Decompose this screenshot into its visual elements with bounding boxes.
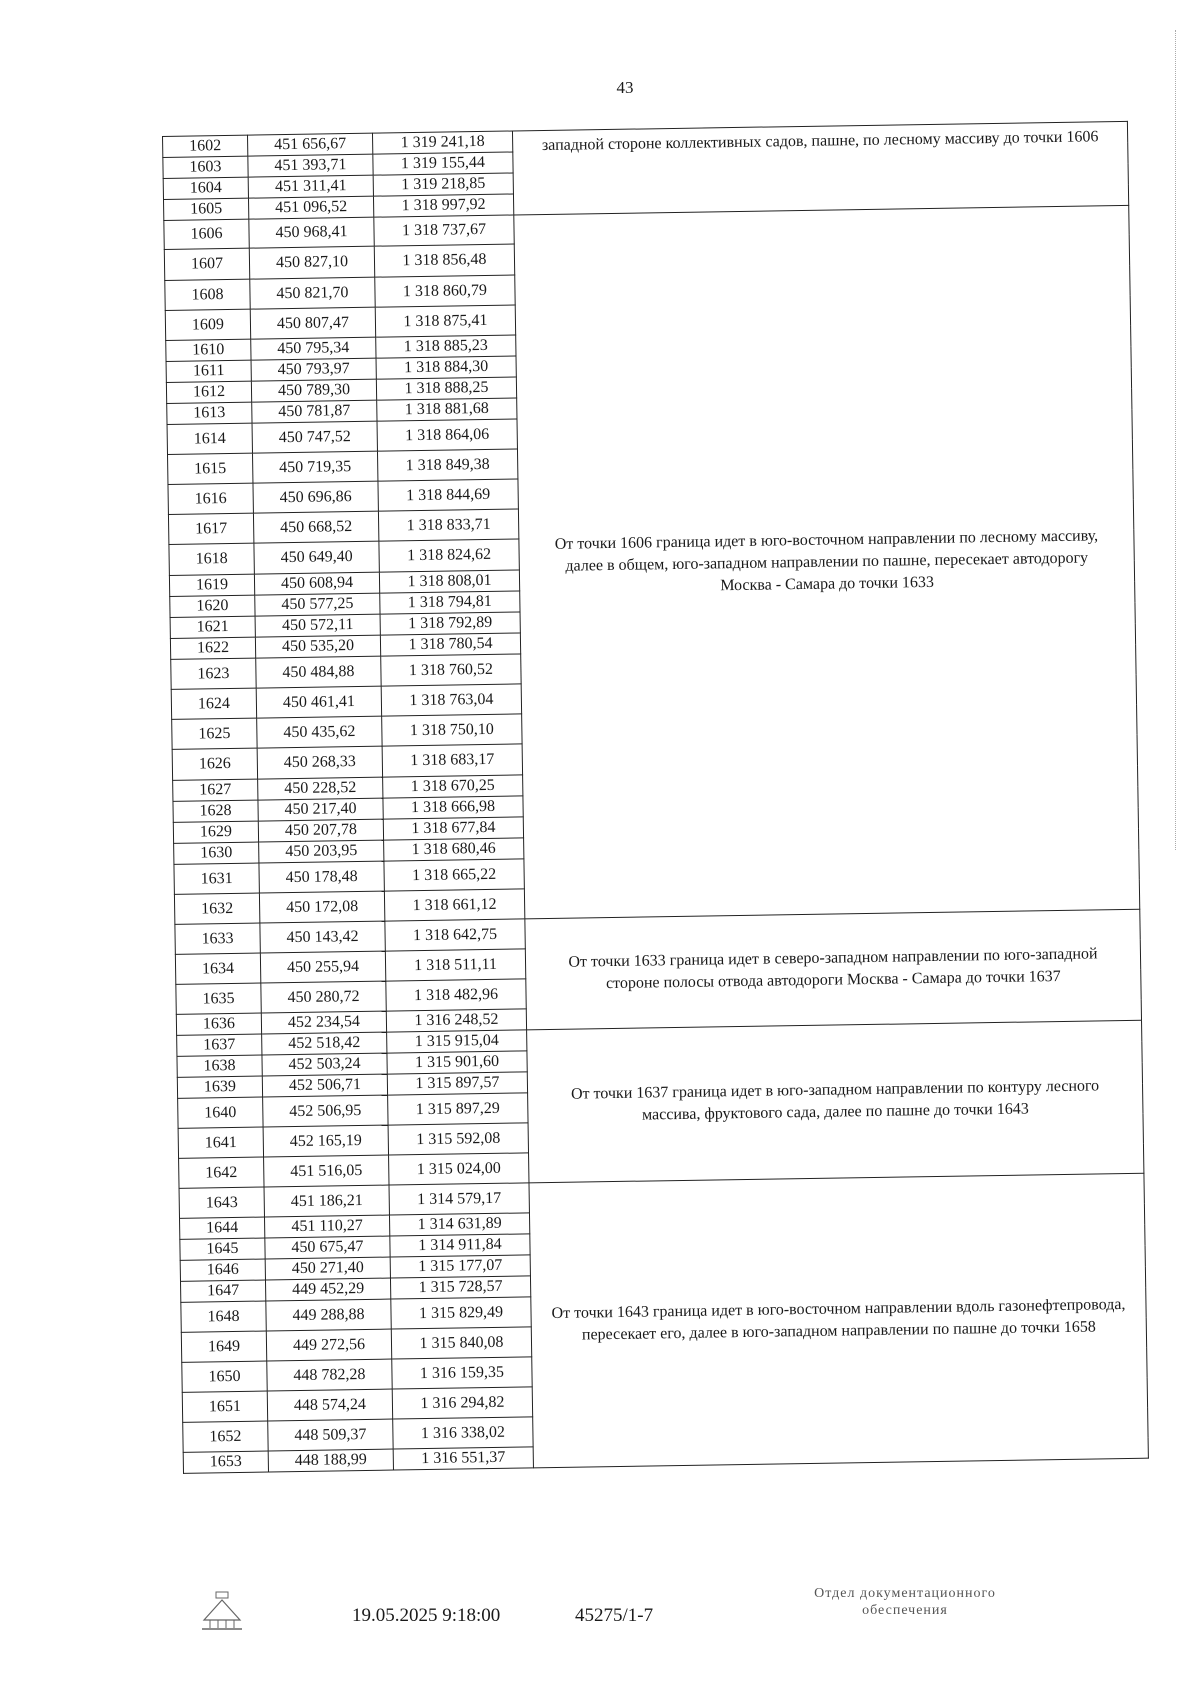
point-number-cell: 1603 [163,156,248,178]
x-coordinate-cell: 451 110,27 [264,1215,389,1238]
y-coordinate-cell: 1 318 665,22 [384,859,524,891]
x-coordinate-cell: 448 574,24 [267,1389,392,1421]
x-coordinate-cell: 450 178,48 [259,861,384,893]
y-coordinate-cell: 1 318 849,38 [377,449,517,481]
point-number-cell: 1653 [183,1451,268,1473]
y-coordinate-cell: 1 318 792,89 [380,612,520,635]
point-number-cell: 1611 [166,360,251,382]
table-row [163,121,1128,157]
x-coordinate-cell: 449 272,56 [266,1329,391,1361]
x-coordinate-cell: 450 608,94 [254,572,379,595]
x-coordinate-cell: 450 572,11 [255,614,380,637]
x-coordinate-cell: 448 509,37 [268,1419,393,1451]
boundary-description-cell: От точки 1606 граница идет в юго-восточном направлении по лесному массиву, далее в общем, юго-западном направлении по пашне, пересекает автодорогу Москва - Самара до точки 1633 [514,205,1140,919]
point-number-cell: 1636 [176,1013,261,1035]
point-number-cell: 1609 [165,309,250,340]
coordinates-table [162,121,1149,1474]
y-coordinate-cell: 1 314 631,89 [389,1213,529,1236]
y-coordinate-cell: 1 318 884,30 [376,356,516,379]
x-coordinate-cell: 450 696,86 [253,481,378,513]
emblem-icon [198,1590,246,1634]
x-coordinate-cell: 450 789,30 [251,379,376,402]
x-coordinate-cell: 450 435,62 [257,716,382,748]
page-number: 43 [616,78,634,97]
y-coordinate-cell: 1 316 159,35 [392,1357,532,1389]
point-number-cell: 1647 [180,1280,265,1302]
y-coordinate-cell: 1 319 218,85 [373,173,513,196]
scan-margin-artifact [1175,30,1180,850]
y-coordinate-cell: 1 315 177,07 [390,1255,530,1278]
x-coordinate-cell: 449 288,88 [266,1299,391,1331]
x-coordinate-cell: 450 207,78 [258,819,383,842]
x-coordinate-cell: 452 234,54 [261,1011,386,1034]
y-coordinate-cell: 1 315 829,49 [391,1297,531,1329]
point-number-cell: 1623 [171,658,256,689]
point-number-cell: 1651 [182,1391,267,1422]
point-number-cell: 1613 [167,402,252,424]
y-coordinate-cell: 1 316 338,02 [393,1417,533,1449]
point-number-cell: 1617 [168,513,253,544]
x-coordinate-cell: 450 484,88 [256,656,381,688]
boundary-description-cell: От точки 1633 граница идет в северо-западном направлении по юго-западной стороне полосы отвода автодороги Москва - Самара до точки 1637 [525,909,1142,1030]
x-coordinate-cell: 450 172,08 [259,891,384,923]
y-coordinate-cell: 1 316 248,52 [386,1009,526,1032]
point-number-cell: 1612 [166,381,251,403]
y-coordinate-cell: 1 318 511,11 [385,949,525,981]
point-number-cell: 1648 [181,1301,266,1332]
y-coordinate-cell: 1 318 763,04 [381,684,521,716]
point-number-cell: 1628 [173,800,258,822]
point-number-cell: 1622 [170,637,255,659]
x-coordinate-cell: 450 821,70 [250,277,375,309]
point-number-cell: 1602 [163,135,248,157]
point-number-cell: 1649 [181,1331,266,1362]
point-number-cell: 1627 [173,779,258,801]
boundary-description-cell: западной стороне коллективных садов, пашне, по лесному массиву до точки 1606 [512,121,1128,215]
point-number-cell: 1626 [172,748,257,780]
department-stamp [755,1585,1055,1619]
point-number-cell: 1640 [178,1097,263,1128]
point-number-cell: 1644 [180,1217,265,1239]
print-datetime: 19.05.2025 9:18:00 [352,1605,501,1626]
x-coordinate-cell: 452 506,95 [263,1095,388,1127]
y-coordinate-cell: 1 318 642,75 [385,919,525,951]
y-coordinate-cell: 1 318 860,79 [375,275,515,307]
y-coordinate-cell: 1 318 760,52 [381,654,521,686]
y-coordinate-cell: 1 318 997,92 [373,194,513,217]
y-coordinate-cell: 1 318 794,81 [380,591,520,614]
y-coordinate-cell: 1 318 824,62 [379,539,519,572]
x-coordinate-cell: 450 968,41 [249,217,374,248]
y-coordinate-cell: 1 318 881,68 [377,398,517,421]
y-coordinate-cell: 1 315 915,04 [387,1030,527,1053]
y-coordinate-cell: 1 318 856,48 [374,244,514,277]
point-number-cell: 1625 [172,718,257,749]
y-coordinate-cell: 1 318 666,98 [383,796,523,819]
y-coordinate-cell: 1 318 864,06 [377,419,517,451]
point-number-cell: 1639 [177,1076,262,1098]
y-coordinate-cell: 1 318 750,10 [382,714,522,746]
point-number-cell: 1629 [173,821,258,843]
point-number-cell: 1630 [174,842,259,864]
point-number-cell: 1618 [169,543,254,575]
x-coordinate-cell: 450 228,52 [258,777,383,800]
point-number-cell: 1604 [163,177,248,199]
point-number-cell: 1641 [178,1127,263,1158]
point-number-cell: 1632 [174,893,259,924]
y-coordinate-cell: 1 315 592,08 [388,1123,528,1155]
y-coordinate-cell: 1 319 241,18 [372,131,512,154]
stamp-line-1: Отдел документационного [814,1586,996,1601]
x-coordinate-cell: 451 311,41 [248,175,373,198]
x-coordinate-cell: 448 782,28 [267,1359,392,1391]
x-coordinate-cell: 450 807,47 [250,307,375,339]
point-number-cell: 1631 [174,863,259,894]
point-number-cell: 1650 [182,1361,267,1392]
y-coordinate-cell: 1 319 155,44 [373,152,513,175]
coordinates-table-body [163,121,1149,1473]
boundary-description-cell: От точки 1643 граница идет в юго-восточном направлении вдоль газонефтепровода, пересекает его, далее в юго-западном направлении по пашне до точки 1658 [529,1173,1148,1468]
point-number-cell: 1607 [164,248,249,280]
x-coordinate-cell: 450 827,10 [249,246,374,279]
y-coordinate-cell: 1 316 294,82 [392,1387,532,1419]
point-number-cell: 1633 [175,923,260,954]
point-number-cell: 1616 [168,483,253,514]
point-number-cell: 1621 [170,616,255,638]
point-number-cell: 1637 [177,1034,262,1056]
x-coordinate-cell: 451 096,52 [248,196,373,219]
x-coordinate-cell: 452 165,19 [263,1125,388,1157]
boundary-description-cell: От точки 1637 граница идет в юго-западном направлении по контуру лесного массива, фруктового сада, далее по пашне до точки 1643 [527,1020,1144,1183]
x-coordinate-cell: 450 280,72 [261,981,386,1013]
y-coordinate-cell: 1 316 551,37 [393,1447,533,1470]
y-coordinate-cell: 1 318 888,25 [376,377,516,400]
y-coordinate-cell: 1 318 482,96 [386,979,526,1011]
point-number-cell: 1615 [168,453,253,484]
y-coordinate-cell: 1 318 670,25 [383,775,523,798]
point-number-cell: 1624 [171,688,256,719]
x-coordinate-cell: 450 668,52 [253,511,378,543]
y-coordinate-cell: 1 318 808,01 [379,570,519,593]
y-coordinate-cell: 1 315 024,00 [389,1153,529,1185]
y-coordinate-cell: 1 318 875,41 [375,305,515,337]
y-coordinate-cell: 1 318 833,71 [378,509,518,541]
y-coordinate-cell: 1 314 911,84 [390,1234,530,1257]
x-coordinate-cell: 450 203,95 [259,840,384,863]
x-coordinate-cell: 450 143,42 [260,921,385,953]
coordinates-sheet [162,121,1149,1566]
y-coordinate-cell: 1 315 897,29 [388,1093,528,1125]
point-number-cell: 1619 [169,574,254,596]
point-number-cell: 1605 [163,198,248,220]
x-coordinate-cell: 450 271,40 [265,1257,390,1280]
x-coordinate-cell: 451 516,05 [264,1155,389,1187]
y-coordinate-cell: 1 315 897,57 [387,1072,527,1095]
x-coordinate-cell: 450 793,97 [251,358,376,381]
point-number-cell: 1610 [166,339,251,361]
point-number-cell: 1652 [183,1421,268,1452]
point-number-cell: 1620 [170,595,255,617]
x-coordinate-cell: 450 719,35 [252,451,377,483]
point-number-cell: 1635 [176,983,261,1014]
x-coordinate-cell: 450 747,52 [252,421,377,453]
document-number: 45275/1-7 [575,1605,654,1626]
y-coordinate-cell: 1 315 728,57 [390,1276,530,1299]
x-coordinate-cell: 451 186,21 [264,1185,389,1217]
y-coordinate-cell: 1 318 677,84 [383,817,523,840]
y-coordinate-cell: 1 314 579,17 [389,1183,529,1215]
x-coordinate-cell: 451 393,71 [248,154,373,177]
y-coordinate-cell: 1 318 680,46 [384,838,524,861]
x-coordinate-cell: 451 656,67 [247,133,372,156]
point-number-cell: 1643 [179,1187,264,1218]
x-coordinate-cell: 450 268,33 [257,746,382,779]
x-coordinate-cell: 450 675,47 [265,1236,390,1259]
y-coordinate-cell: 1 315 901,60 [387,1051,527,1074]
y-coordinate-cell: 1 318 844,69 [378,479,518,511]
point-number-cell: 1646 [180,1259,265,1281]
y-coordinate-cell: 1 318 661,12 [384,889,524,921]
x-coordinate-cell: 449 452,29 [265,1278,390,1301]
x-coordinate-cell: 452 506,71 [262,1074,387,1097]
point-number-cell: 1642 [179,1157,264,1188]
point-number-cell: 1634 [175,953,260,984]
y-coordinate-cell: 1 318 737,67 [374,215,514,246]
x-coordinate-cell: 452 518,42 [262,1032,387,1055]
y-coordinate-cell: 1 318 780,54 [380,633,520,656]
point-number-cell: 1614 [167,423,252,454]
x-coordinate-cell: 450 795,34 [251,337,376,360]
x-coordinate-cell: 450 217,40 [258,798,383,821]
point-number-cell: 1645 [180,1238,265,1260]
y-coordinate-cell: 1 315 840,08 [391,1327,531,1359]
stamp-line-2: обеспечения [862,1603,948,1618]
point-number-cell: 1608 [165,279,250,310]
y-coordinate-cell: 1 318 885,23 [376,335,516,358]
point-number-cell: 1638 [177,1055,262,1077]
x-coordinate-cell: 450 535,20 [255,635,380,658]
x-coordinate-cell: 450 461,41 [256,686,381,718]
x-coordinate-cell: 450 649,40 [254,541,379,574]
x-coordinate-cell: 450 781,87 [252,400,377,423]
y-coordinate-cell: 1 318 683,17 [382,744,522,777]
x-coordinate-cell: 448 188,99 [268,1449,393,1472]
x-coordinate-cell: 450 255,94 [260,951,385,983]
point-number-cell: 1606 [164,219,249,249]
x-coordinate-cell: 450 577,25 [255,593,380,616]
x-coordinate-cell: 452 503,24 [262,1053,387,1076]
